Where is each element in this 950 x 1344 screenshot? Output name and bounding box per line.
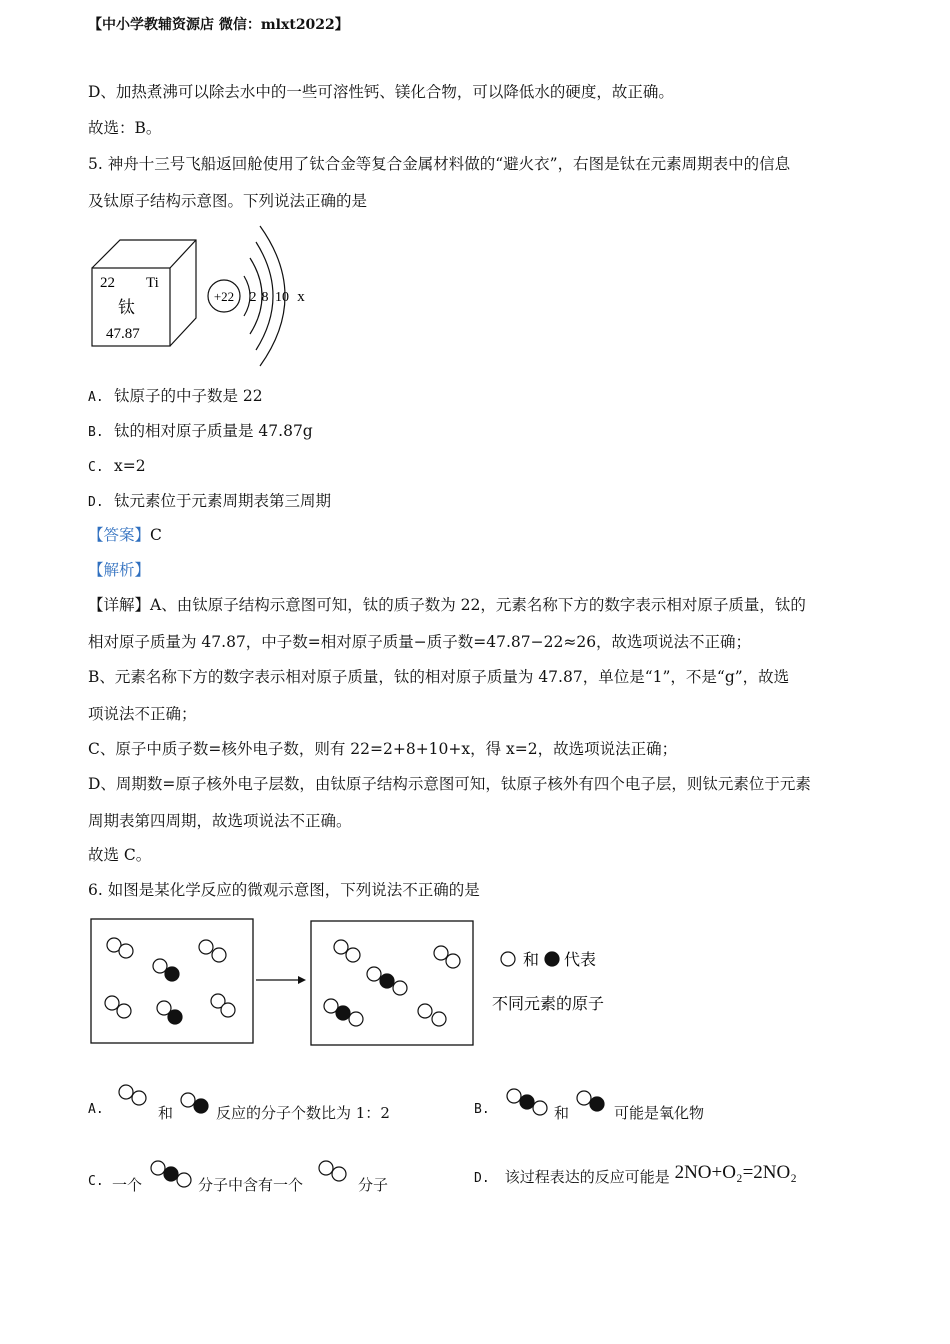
shell-3-count: 10 (275, 290, 289, 305)
option-label: A. (88, 1102, 104, 1117)
option-and: 和 (554, 1104, 570, 1122)
analysis-tag: 【解析】 (88, 561, 151, 579)
obo-molecule-icon (148, 1158, 198, 1188)
q5-stem-line2: 及钛原子结构示意图。下列说法正确的是 (88, 192, 368, 210)
legend-stands-for: 代表 (564, 950, 597, 969)
oo-molecule-icon (316, 1158, 352, 1184)
product-molecules (324, 940, 460, 1026)
option-and: 和 (158, 1104, 174, 1122)
detail-line-3: B、元素名称下方的数字表示相对原子质量，钛的相对原子质量为 47.87，单位是“1”，不是“g”，故选 (88, 668, 790, 686)
answer-tag: 【答案】 (88, 526, 151, 544)
option-text: 钛元素位于元素周期表第三周期 (114, 492, 332, 510)
option-text: 钛的相对原子质量是 47.87g (114, 422, 313, 440)
legend-and: 和 (523, 950, 540, 969)
detail-line-2: 相对原子质量为 47.87，中子数=相对原子质量−质子数=47.87−22≈26，故选项说法不正确； (88, 633, 752, 651)
prev-option-d: D、加热煮沸可以除去水中的一些可溶性钙、镁化合物，可以降低水的硬度，故正确。 (88, 83, 674, 101)
option-text: x=2 (114, 457, 146, 475)
reaction-diagram (88, 914, 628, 1050)
obo-molecule-icon (504, 1086, 554, 1116)
option-text: 反应的分子个数比为 1：2 (216, 1104, 390, 1122)
titanium-figure (88, 224, 328, 372)
detail-line-4: 项说法不正确； (88, 705, 197, 723)
option-text: 该过程表达的反应可能是 (504, 1168, 670, 1186)
q6-stem: 6. 如图是某化学反应的微观示意图，下列说法不正确的是 (88, 881, 480, 899)
arrow-head (298, 976, 306, 984)
detail-line-7: 周期表第四周期，故选项说法不正确。 (88, 812, 352, 830)
answer-value: C (150, 526, 162, 544)
option-label: C. (88, 460, 104, 475)
q6-option-c (88, 1156, 448, 1206)
ob-molecule-icon (574, 1088, 610, 1114)
q6-option-b (474, 1082, 834, 1132)
option-label: B. (474, 1102, 490, 1117)
q5-selection: 故选 C。 (88, 846, 152, 864)
reactant-molecules (105, 938, 235, 1024)
atomic-number: 22 (100, 275, 115, 291)
option-text-pre: 一个 (112, 1176, 143, 1194)
detail-line-1: 【详解】A、由钛原子结构示意图可知，钛的质子数为 22，元素名称下方的数字表示相对原子质量，钛的 (88, 596, 806, 614)
answer-line (88, 525, 162, 545)
q5-option-b (88, 421, 313, 443)
shell-4-count: x (297, 289, 305, 305)
option-label: C. (88, 1174, 104, 1189)
option-text: 钛原子的中子数是 22 (114, 387, 263, 405)
q5-option-a (88, 386, 263, 408)
oo-molecule-icon (116, 1082, 152, 1108)
legend-line2: 不同元素的原子 (492, 994, 605, 1013)
q5-option-c (88, 456, 146, 478)
legend-black-atom (545, 952, 559, 966)
page-header: 【中小学教辅资源店 微信：mlxt2022】 (88, 17, 349, 33)
shell-2-count: 8 (261, 290, 269, 305)
detail-line-5: C、原子中质子数=核外电子数，则有 22=2+8+10+x，得 x=2，故选项说法正确； (88, 740, 678, 758)
q6-option-a (88, 1082, 448, 1132)
shell-1-count: 2 (249, 290, 257, 305)
option-text-mid: 分子中含有一个 (198, 1176, 304, 1194)
option-label: D. (474, 1171, 490, 1186)
atomic-mass: 47.87 (106, 326, 140, 342)
option-label: A. (88, 390, 104, 405)
detail-line-6: D、周期数=原子核外电子层数，由钛原子结构示意图可知，钛原子核外有四个电子层，则钛元素位于元素 (88, 775, 811, 793)
option-text: 可能是氧化物 (614, 1104, 705, 1122)
option-label: B. (88, 425, 104, 440)
legend-white-atom (501, 952, 515, 966)
q6-option-d (474, 1162, 874, 1188)
option-label: D. (88, 495, 104, 510)
prev-selection: 故选：B。 (88, 119, 162, 137)
q5-option-d (88, 491, 331, 513)
nucleus-charge: +22 (213, 289, 235, 304)
element-symbol: Ti (146, 275, 159, 291)
reaction-equation: 2NO+O₂=2NO₂ (674, 1162, 797, 1183)
option-text-tail: 分子 (358, 1176, 389, 1194)
element-name: 钛 (118, 298, 135, 317)
q5-stem-line1: 5. 神舟十三号飞船返回舱使用了钛合金等复合金属材料做的“避火衣”，右图是钛在元素周期表中的信息 (88, 155, 791, 173)
ob-molecule-icon (178, 1090, 214, 1116)
